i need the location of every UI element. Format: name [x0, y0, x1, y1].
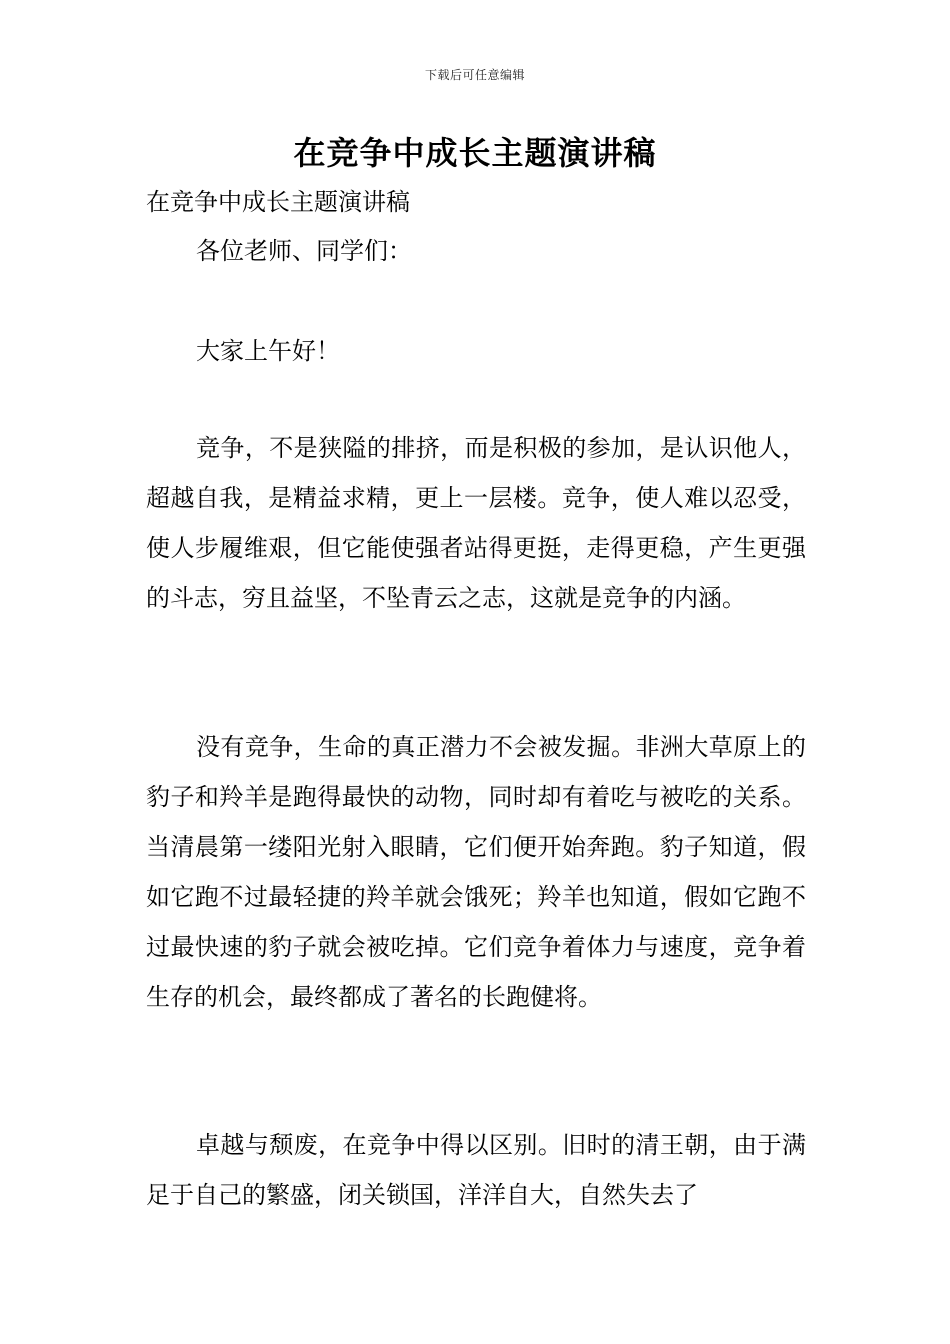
- greeting-paragraph: 各位老师、同学们：: [196, 237, 412, 265]
- body-paragraph-1: 竞争，不是狭隘的排挤，而是积极的参加，是认识他人，超越自我，是精益求精，更上一层楼。竞争，使人难以忍受，使人步履维艰，但它能使强者站得更挺，走得更稳，产生更强的斗志，穷且益坚，不坠青云之志，这就是竞争的内涵。: [146, 434, 806, 612]
- document-subtitle: 在竞争中成长主题演讲稿: [146, 188, 410, 216]
- document-title: 在竞争中成长主题演讲稿: [293, 134, 657, 172]
- body-paragraph-3: 卓越与颓废，在竞争中得以区别。旧时的清王朝，由于满足于自己的繁盛，闭关锁国，洋洋自大，自然失去了: [146, 1131, 806, 1209]
- body-paragraph-2: 没有竞争，生命的真正潜力不会被发掘。非洲大草原上的豹子和羚羊是跑得最快的动物，同时却有着吃与被吃的关系。当清晨第一缕阳光射入眼睛，它们便开始奔跑。豹子知道，假如它跑不过最轻捷的羚羊就会饿死；羚羊也知道，假如它跑不过最快速的豹子就会被吃掉。它们竞争着体力与速度，竞争着生存的机会，最终都成了著名的长跑健将。: [146, 733, 806, 1011]
- salutation-paragraph: 大家上午好！: [196, 337, 340, 365]
- header-note: 下载后可任意编辑: [424, 68, 525, 82]
